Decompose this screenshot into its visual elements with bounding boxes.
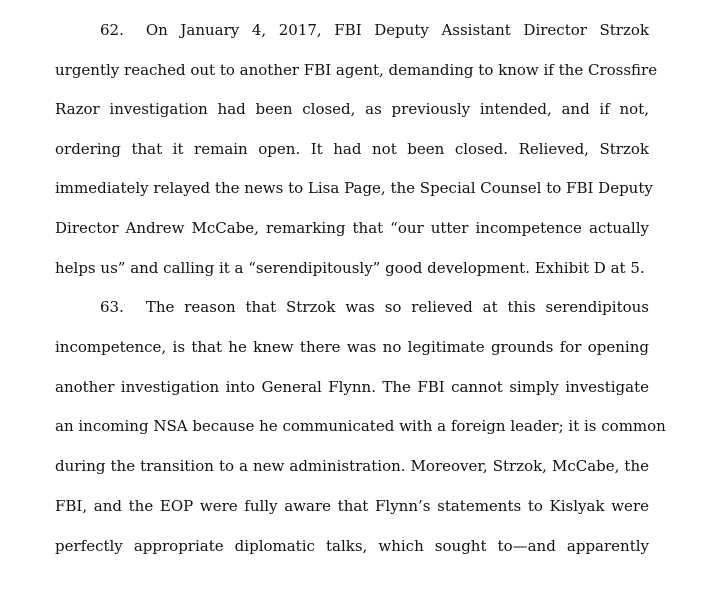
paragraph-62-line-5: immediately relayed the news to Lisa Page, the Special Counsel to FBI Deputy [55,179,653,197]
paragraph-62-line-1 [100,18,649,42]
paragraph-63-line-4: an incoming NSA because he communicated with a foreign leader; it is common [55,417,666,435]
paragraph-63-line-6: FBI, and the EOP were fully aware that Flynn’s statements to Kislyak were [55,497,649,515]
paragraph-62-line-3: Razor investigation had been closed, as previously intended, and if not, [55,100,649,118]
paragraph-63-line-1 [100,295,649,319]
paragraph-63-line-2: incompetence, is that he knew there was no legitimate grounds for opening [55,338,649,356]
paragraph-62-line-4: ordering that it remain open. It had not been closed. Relieved, Strzok [55,140,649,158]
paragraph-63-line-3: another investigation into General Flynn. The FBI cannot simply investigate [55,378,649,396]
paragraph-63-line-5: during the transition to a new administration. Moreover, Strzok, McCabe, the [55,457,649,475]
paragraph-62-number: 62. [100,21,124,39]
paragraph-63-line-7: perfectly appropriate diplomatic talks, which sought to—and apparently [55,537,649,555]
paragraph-63-number: 63. [100,298,124,316]
paragraph-62-line-2: urgently reached out to another FBI agent, demanding to know if the Crossfire [55,61,658,79]
paragraph-62-line-7: helps us” and calling it a “serendipitously” good development. Exhibit D at 5. [55,259,645,277]
paragraph-63-text: The reason that Strzok was so relieved at this serendipitous [145,298,649,316]
paragraph-62-text: On January 4, 2017, FBI Deputy Assistant Director Strzok [145,21,649,39]
paragraph-62-line-6: Director Andrew McCabe, remarking that “our utter incompetence actually [55,219,649,237]
